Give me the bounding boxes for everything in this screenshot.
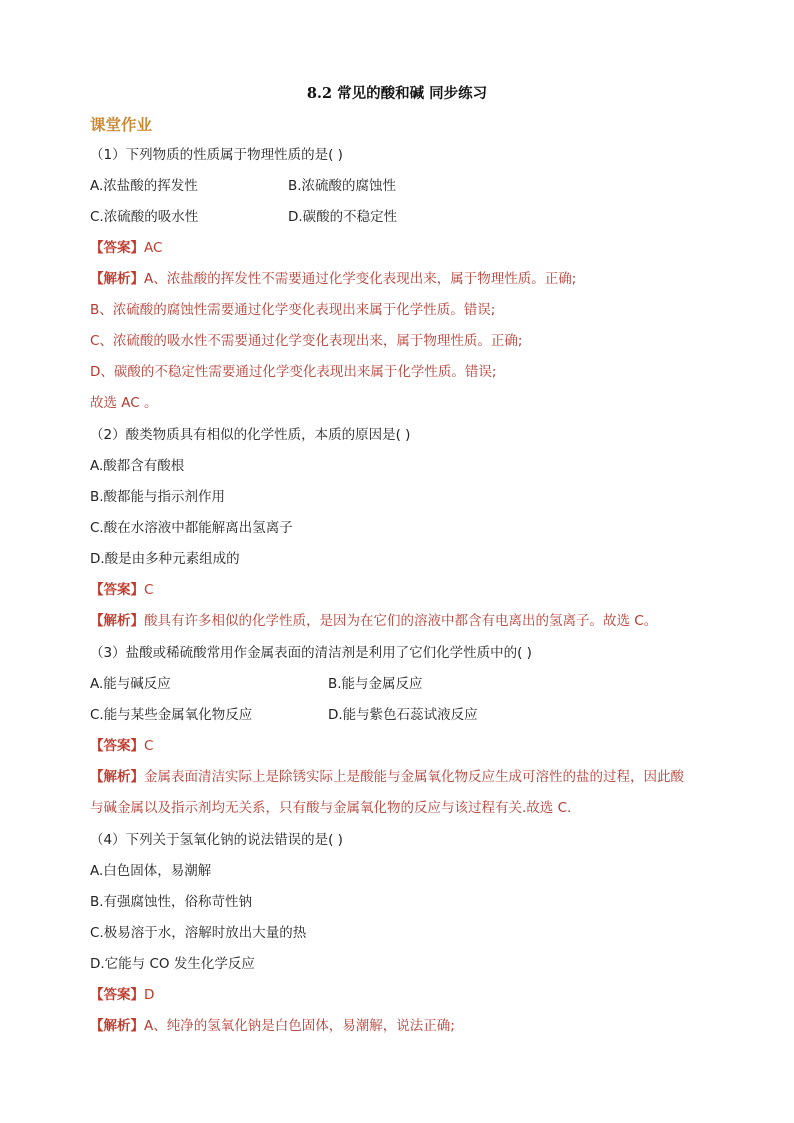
question-3-explain-text: 金属表面清洁实际上是除锈实际上是酸能与金属氧化物反应生成可溶性的盐的过程，因此酸 [144, 769, 684, 785]
question-2-explain-text: 酸具有许多相似的化学性质，是因为在它们的溶液中都含有电离出的氢离子。故选 C。 [144, 613, 658, 629]
question-4-option-b: B.有强腐蚀性，俗称苛性钠 [90, 894, 253, 910]
question-1-conclusion: 故选 AC 。 [90, 395, 158, 411]
question-4-answer-value: D [144, 987, 155, 1003]
question-1-explanation-line: D、碳酸的不稳定性需要通过化学变化表现出来属于化学性质。错误; [90, 364, 497, 380]
question-4-explanation [90, 1016, 455, 1036]
question-2-option-a: A.酸都含有酸根 [90, 458, 185, 474]
question-2-option-d: D.酸是由多种元素组成的 [90, 551, 240, 567]
answer-tag: 【答案】 [90, 987, 144, 1003]
question-2-answer-value: C [144, 582, 154, 598]
question-2-answer [90, 580, 153, 600]
question-2-option-b: B.酸都能与指示剂作用 [90, 489, 226, 505]
explain-tag: 【解析】 [90, 271, 144, 287]
question-1-explanation-line [90, 269, 576, 289]
answer-tag: 【答案】 [90, 738, 144, 754]
question-1-explanation-line: C、浓硫酸的吸水性不需要通过化学变化表现出来，属于物理性质。正确; [90, 333, 523, 349]
question-1-option-d: D.碳酸的不稳定性 [288, 209, 398, 225]
question-3-answer-value: C [144, 738, 154, 754]
question-1-explain-text: A、浓盐酸的挥发性不需要通过化学变化表现出来，属于物理性质。正确; [144, 271, 577, 287]
page-title: 8.2 常见的酸和碱 同步练习 [306, 85, 488, 102]
question-4-stem: （4）下列关于氢氧化钠的说法错误的是( ) [90, 832, 343, 848]
question-3-explanation-line: 与碱金属以及指示剂均无关系，只有酸与金属氧化物的反应与该过程有关.故选 C. [90, 800, 572, 816]
question-3-options-row-2 [90, 705, 478, 725]
question-1-answer [90, 238, 162, 258]
question-1-option-a: A.浓盐酸的挥发性 [90, 178, 198, 194]
question-1-options-row-2 [90, 207, 398, 227]
section-heading: 课堂作业 [90, 116, 153, 134]
question-2-stem: （2）酸类物质具有相似的化学性质，本质的原因是( ) [90, 427, 411, 443]
question-1-explanation-line: B、浓硫酸的腐蚀性需要通过化学变化表现出来属于化学性质。错误; [90, 302, 496, 318]
answer-tag: 【答案】 [90, 240, 144, 256]
question-3-explanation-line [90, 767, 684, 787]
question-2-option-c: C.酸在水溶液中都能解离出氢离子 [90, 520, 293, 536]
question-1-answer-value: AC [144, 240, 163, 256]
question-3-option-b: B.能与金属反应 [328, 676, 423, 692]
question-3-option-d: D.能与紫色石蕊试液反应 [328, 707, 478, 723]
question-1-option-b: B.浓硫酸的腐蚀性 [288, 178, 397, 194]
question-3-options-row-1 [90, 674, 423, 694]
question-1-option-c: C.浓硫酸的吸水性 [90, 209, 199, 225]
question-3-stem: （3）盐酸或稀硫酸常用作金属表面的清洁剂是利用了它们化学性质中的( ) [90, 645, 532, 661]
question-4-option-c: C.极易溶于水，溶解时放出大量的热 [90, 925, 307, 941]
explain-tag: 【解析】 [90, 1018, 144, 1034]
question-1-options-row-1 [90, 176, 397, 196]
question-4-option-d: D.它能与 CO 发生化学反应 [90, 956, 255, 972]
answer-tag: 【答案】 [90, 582, 144, 598]
question-4-answer [90, 985, 154, 1005]
question-3-option-c: C.能与某些金属氧化物反应 [90, 707, 253, 723]
question-3-option-a: A.能与碱反应 [90, 676, 171, 692]
question-4-explain-text: A、纯净的氢氧化钠是白色固体，易潮解，说法正确; [144, 1018, 455, 1034]
question-1-stem: （1）下列物质的性质属于物理性质的是( ) [90, 147, 343, 163]
question-3-answer [90, 736, 153, 756]
question-4-option-a: A.白色固体，易潮解 [90, 863, 212, 879]
question-2-explanation [90, 611, 657, 631]
explain-tag: 【解析】 [90, 613, 144, 629]
explain-tag: 【解析】 [90, 769, 144, 785]
